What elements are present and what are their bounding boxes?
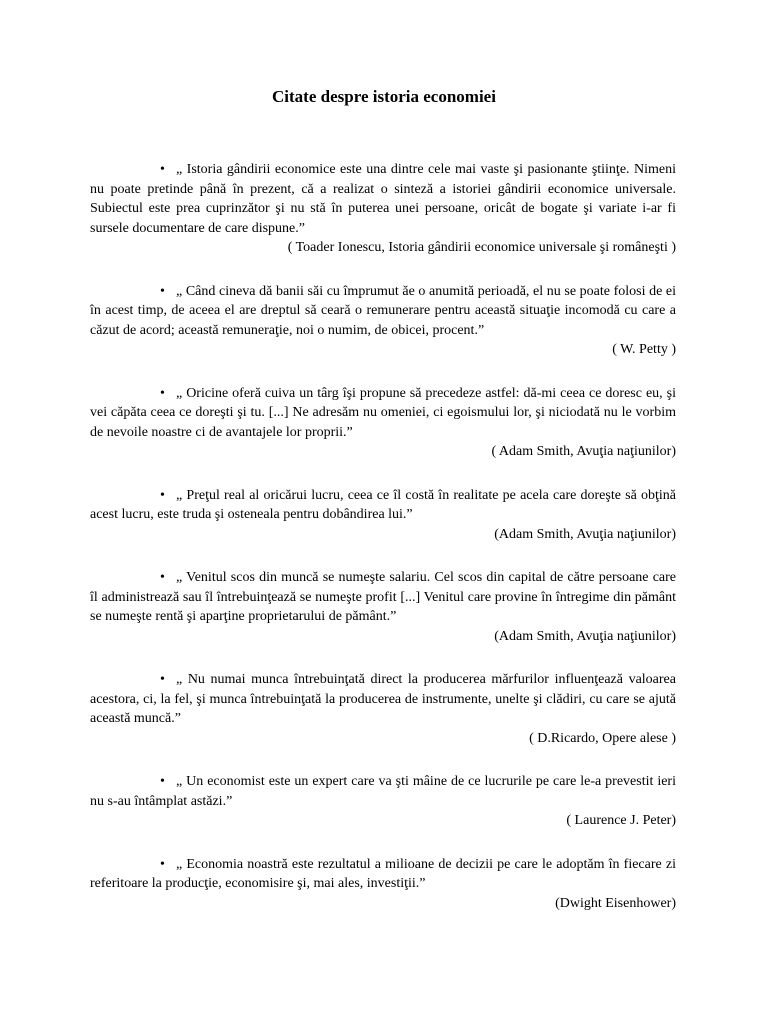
quote-item xyxy=(90,855,676,914)
quote-source: ( D.Ricardo, Opere alese ) xyxy=(529,730,676,746)
quote-body: „ Nu numai munca întrebuinţată direct la producerea mărfurilor influenţează valoarea acestora, ci, la fel, şi munca întrebuinţată la producerea de instrumente, unelte şi clădiri, cu care se ajută această muncă.” xyxy=(90,672,676,726)
quote-list xyxy=(90,160,676,937)
quote-body: „ Venitul scos din muncă se numeşte salariu. Cel scos din capital de către persoane care îl administrează sau îl întrebuinţează se numeşte profit [...] Venitul care provine în întregime din pământ se numeşte rentă şi aparţine proprietarului de pământ.” xyxy=(90,570,676,624)
quote-text xyxy=(90,160,676,238)
quote-item xyxy=(90,282,676,360)
quote-body: „ Economia noastră este rezultatul a milioane de decizii pe care le adoptăm în fiecare zi referitoare la producţie, economisire şi, mai ales, investiţii.” xyxy=(90,856,676,891)
bullet-icon: • xyxy=(160,856,165,872)
bullet-icon: • xyxy=(160,283,165,299)
quote-text xyxy=(90,855,676,894)
quote-text xyxy=(90,486,676,525)
quote-item xyxy=(90,486,676,545)
quote-text xyxy=(90,772,676,811)
quote-item xyxy=(90,160,676,258)
bullet-icon: • xyxy=(160,570,165,585)
quote-item xyxy=(90,568,676,646)
quote-item xyxy=(90,384,676,462)
bullet-icon: • xyxy=(160,774,165,789)
bullet-icon: • xyxy=(160,487,165,503)
quote-item xyxy=(90,670,676,748)
quote-body: „ Un economist este un expert care va şti mâine de ce lucrurile pe care le-a prevestit ieri nu s-au întâmplat astăzi.” xyxy=(90,774,676,809)
quote-text xyxy=(90,568,676,627)
quote-source: ( Toader Ionescu, Istoria gândirii economice universale şi româneşti ) xyxy=(287,240,676,255)
quote-source: (Adam Smith, Avuţia naţiunilor) xyxy=(494,526,676,542)
quote-source: ( W. Petty ) xyxy=(612,342,676,357)
page-title: Citate despre istoria economiei xyxy=(272,87,496,106)
quote-source: (Dwight Eisenhower) xyxy=(555,895,676,911)
quote-text xyxy=(90,384,676,443)
bullet-icon: • xyxy=(160,162,165,177)
bullet-icon: • xyxy=(160,672,165,687)
quote-body: „ Oricine oferă cuiva un târg îşi propune să precedeze astfel: dă-mi ceea ce doresc eu, şi vei căpăta ceea ce doreşti şi tu. [...] Ne adresăm nu omeniei, ci egoismului lor, şi niciodată nu le vorbim de nevoile noastre ci de avantajele lor proprii.” xyxy=(90,385,676,440)
quote-source: ( Adam Smith, Avuţia naţiunilor) xyxy=(491,444,676,459)
bullet-icon: • xyxy=(160,385,165,401)
quote-text xyxy=(90,282,676,341)
quote-text xyxy=(90,670,676,729)
quote-body: „ Istoria gândirii economice este una dintre cele mai vaste şi pasionante ştiinţe. Nimeni nu poate pretinde până în prezent, că a realizat o sinteză a istoriei gândirii economice universale. Subiectul este prea cuprinzător şi nu stă în puterea unei persoane, oricât de bogate şi variate i-ar fi sursele documentare de care dispune.” xyxy=(90,162,676,236)
quote-source: (Adam Smith, Avuţia naţiunilor) xyxy=(494,628,676,644)
quote-source: ( Laurence J. Peter) xyxy=(566,813,676,828)
quote-body: „ Preţul real al oricărui lucru, ceea ce îl costă în realitate pe acela care doreşte să obţină acest lucru, este truda şi osteneala pentru dobândirea lui.” xyxy=(90,487,676,522)
quote-item xyxy=(90,772,676,831)
quote-body: „ Când cineva dă banii săi cu împrumut ăe o anumită perioadă, el nu se poate folosi de ei în acest timp, de aceea el are dreptul să ceară o remunerare pentru această situaţie incomodă cu care a căzut de acord; această remuneraţie, noi o numim, de obicei, procent.” xyxy=(90,283,676,338)
